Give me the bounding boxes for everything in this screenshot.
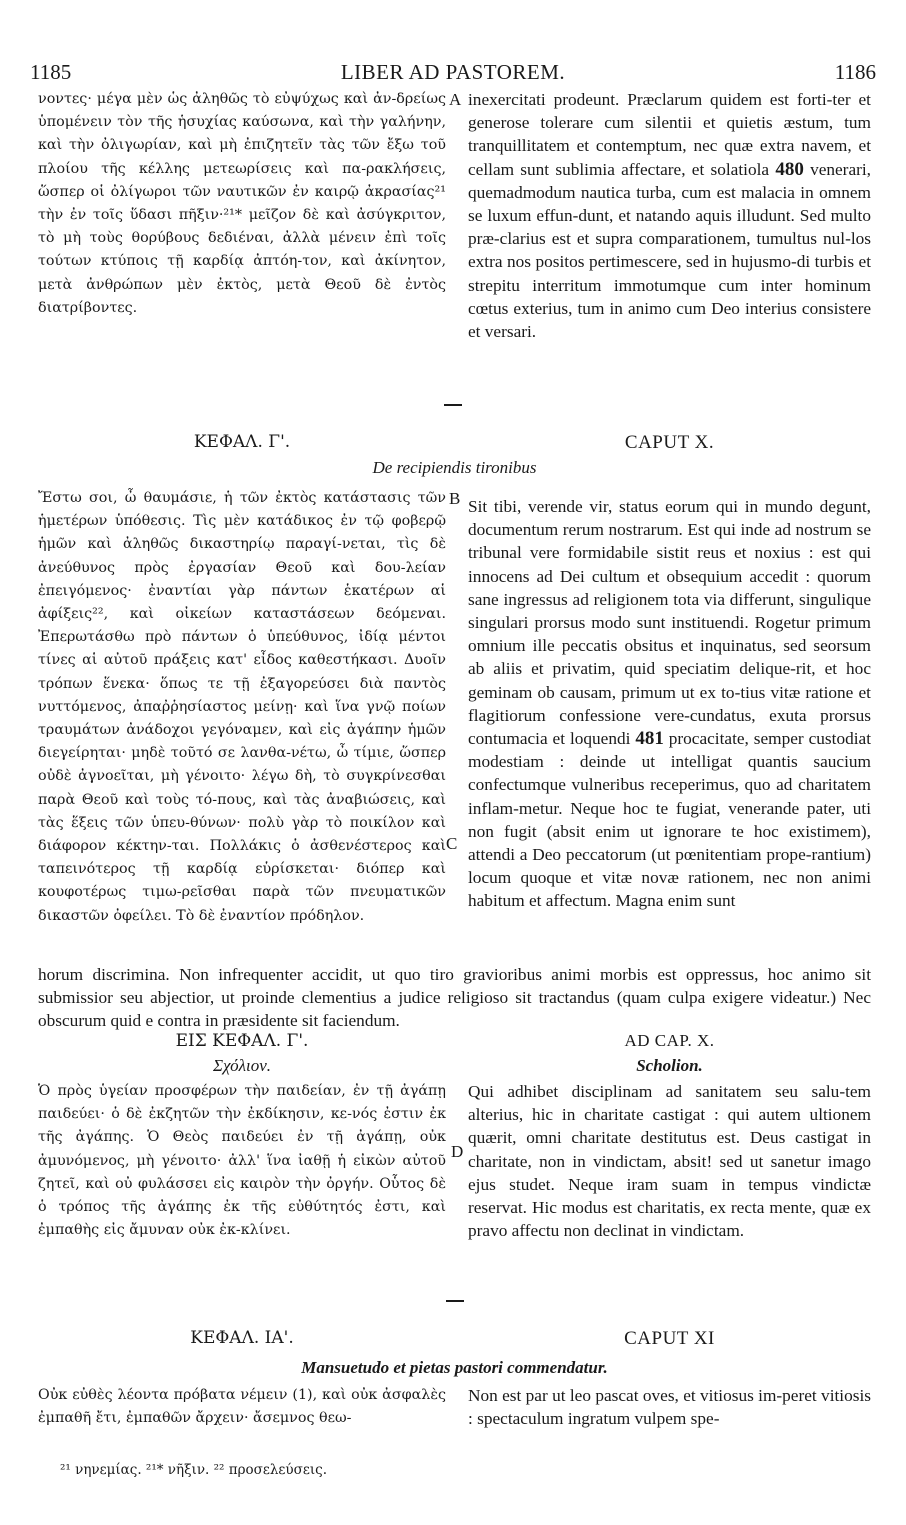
latin-paragraph: [468, 88, 871, 343]
greek-text-top: [38, 88, 446, 320]
scholion-latin-heading: AD CAP. X.: [624, 1031, 715, 1050]
chapter11-latin-heading: CAPUT XI: [624, 1328, 715, 1349]
chapter11-greek-heading: ΚΕΦΑΛ. ΙΑ'.: [190, 1328, 294, 1348]
chapter10-greek-text: [38, 487, 446, 928]
latin-paragraph: horum discrimina. Non infrequenter accidit, ut quo tiro gravioribus animi morbis est oppressus, hoc animo sit submissior seu abjectior, ut proinde clementius a judice religioso sit tractandus (quam culpa exigere videatur.) Nec obscurum quid e contra in præsidente sit faciendum.: [38, 965, 871, 1031]
scholion-latin-subtitle: Scholion.: [636, 1056, 703, 1075]
latin-paragraph: Qui adhibet disciplinam ad sanitatem seu salu-tem alterius, hic in charitate castigat : qui autem ultionem quærit, omni charitate destitutus est. Deus castigat in charitate, non in vindictam, absit! sed ut sanetur imago ejus studet. Neque iram suam in tempus vindictæ reservat. Hic modus est charitatis, ex recta mente, quæ ex pravo affectu non declinat in vindictam.: [468, 1082, 871, 1241]
page-marker-480: 480: [775, 158, 804, 180]
greek-paragraph: νοντες· μέγα μὲν ὡς ἀληθῶς τὸ εὐψύχως καὶ ἀν-δρείως ὑπομένειν τὸν τῆς ἡσυχίας καύσωνα, καὶ τὴν γαλήνην, καὶ τὴν ὀλιγωρίαν, καὶ μὴ ἐπιζητεῖν τὰς τῶν ἔξω τοῦ πλοίου τῆς κέλλης μετεωρίσεις καὶ πα-ρακλήσεις, ὥσπερ οἱ ὀλίγωροι τῶν ναυτικῶν ἐν καιρῷ ἀκρασίας²¹ τὴν ἐν τοῖς ὕδασι πῆξιν·²¹* μεῖζον δὲ καὶ ἀσύγκριτον, τὸ μὴ τοὺς θορύβους δεδιέναι, ἀλλὰ μένειν ἐπὶ τοῖς τούτων κτύποις τῇ καρδίᾳ ἀπτόη-τον, καὶ ἀκίνητον, μετὰ ἀνθρώπων μὲν ἐκτὸς, μετὰ Θεοῦ δὲ ἐντὸς διατρίβοντες.: [38, 91, 446, 316]
page-number-left: 1185: [30, 60, 72, 84]
chapter10-latin-continuation: [38, 963, 871, 1033]
page-marker-481: 481: [635, 728, 664, 750]
section-divider: [444, 404, 462, 406]
latin-text-part: inexercitati prodeunt. Præclarum quidem est forti-ter et generose tolerare cum silentii et quietis æstum, tum tranquillitatem et contemptum, nec quæ extra navem, et cellam sunt sublimia affectare, et solatiola: [468, 90, 871, 179]
chapter10-latin-text: [468, 495, 871, 913]
margin-letter-b: B: [449, 489, 461, 508]
latin-text-top: [468, 88, 871, 343]
section-divider: [446, 1300, 464, 1302]
scholion-greek-heading: ΕΙΣ ΚΕΦΑΛ. Γ'.: [175, 1031, 309, 1051]
chapter11-subtitle: Mansuetudo et pietas pastori commendatur.: [301, 1358, 608, 1377]
greek-paragraph: Οὐκ εὐθὲς λέοντα πρόβατα νέμειν (1), καὶ οὐκ ἀσφαλὲς ἐμπαθῆ ἔτι, ἐμπαθῶν ἄρχειν· ἄσεμνος θεω-: [38, 1387, 446, 1427]
scholion-greek-text: [38, 1080, 446, 1242]
chapter11-greek-text: [38, 1384, 446, 1430]
margin-letter-c: C: [446, 834, 458, 853]
running-header: [30, 60, 876, 86]
scholion-latin-text: [468, 1080, 871, 1242]
chapter10-greek-heading: ΚΕΦΑΛ. Γ'.: [193, 432, 291, 452]
footnotes: ²¹ νηνεμίας. ²¹* νῆξιν. ²² προσελεύσεις.: [60, 1462, 327, 1478]
latin-paragraph: [468, 495, 871, 913]
latin-paragraph: Non est par ut leo pascat oves, et vitiosus im-peret vitiosis : spectaculum ingratum vulpem spe-: [468, 1386, 871, 1429]
margin-letter-d: D: [451, 1142, 464, 1161]
latin-text-part: Sit tibi, verende vir, status eorum qui in mundo degunt, documentum rerum nostrarum. Est qui inde ad nostrum se tribunal vere formidabile sistit reus et noxius : est qui innocens ad Dei cultum et obsequium accedit : quorum sane ingressus ad religionem tota via differunt, singulique singulari prorsus modo sunt instituendi. Rogetur primum omnium ille peccatis obsitus et inquinatus, sed seorsum ab aliis et privatim, quid speciatim delique-rit, et hoc geminam ob causam, primum ut ex to-tius vitæ ratione et flagitiorum confessione vere-cundatus, exuta prorsus contumacia et loquendi: [468, 497, 871, 749]
greek-paragraph: Ὁ πρὸς ὑγείαν προσφέρων τὴν παιδείαν, ἐν τῇ ἀγάπῃ παιδεύει· ὁ δὲ ἐκζητῶν τὴν ἐκδίκησιν, κε-νός ἐστιν ἐκ τῆς ἀγάπης. Ὁ Θεὸς παιδεύει ἐν τῇ ἀγάπῃ, οὐκ ἀμυνόμενος, μὴ γένοιτο· ἀλλ' ἵνα ἰαθῇ ἡ εἰκὼν αὐτοῦ ζητεῖ, καὶ οὐ φυλάσσει εἰς καιρὸν τὴν ὀργήν. Οὗτος δὲ ὁ τρόπος τῆς ἀγάπης ἐκ τῆς εὐθύτητός ἐστι, καὶ ἐμπαθὴς εἰς ἄμυναν οὐκ ἐκ-κλίνει.: [38, 1083, 446, 1239]
page-title: LIBER AD PASTOREM.: [340, 60, 566, 84]
latin-text-part: venerari, quemadmodum nautica turba, cum est malacia in omnem se luxum effun-dunt, et natando aquis illudunt. Sed multo præ-clarius est et supra comparationem, tumultus nul-los extra nos positos pertimescere, sed in hujusmo-di turbis et strepitu interritum immotumque cum inter hominum cœtus exterius, tum in animo cum Deo interius consistere et versari.: [468, 159, 871, 342]
latin-text-part: procacitate, semper custodiat modestiam : deinde ut intelligat quantis saucium confectumque vulneribus receperimus, quo ad charitatem inflam-metur. Neque hoc te fugiat, venerande pater, uti non fugit (absit enim ut ignorare te hoc existimem), attendi a Deo peccatorum (ut pœnitentiam prope-rantium) locum quoque et vitæ novæ rationem, nec non animi habitum et affectum. Magna enim sunt: [468, 729, 871, 911]
greek-paragraph: Ἔστω σοι, ὦ θαυμάσιε, ἡ τῶν ἐκτὸς κατάστασις τῶν ἡμετέρων ὑπόθεσις. Τὶς μὲν κατάδικος ἐν τῷ φοβερῷ ἡμῶν καὶ ἀληθῶς δικαστηρίῳ παραγί-νεται, τὶς δὲ ἀνεύθυνος πρὸς ἐργασίαν Θεοῦ καὶ δου-λείαν ἐπειγόμενος· ἐναντίαι γὰρ πάντων ἑκατέρων αἱ ἀφίξεις²², καὶ οἰκείων καταστάσεων δεόμεναι. Ἐπερωτάσθω πρὸ πάντων ὁ ὑπεύθυνος, ἰδίᾳ μέντοι τίνες αἱ αὐτοῦ πράξεις κατ' εἶδος καθεστήκασι. Δυοῖν τρόπων ἕνεκα· ὅπως τε τῇ ἐξαγορεύσει διὰ παντὸς νυττόμενος, ἀπαῤῥησίαστος μείνῃ· καὶ ἵνα γνῷ ποίων τραυμάτων ἀνάδοχοι γεγόναμεν, καὶ εἰς ἀγάπην ἡμῶν διεγείρηται· μηδὲ τοῦτό σε λανθα-νέτω, ὦ τίμιε, ὥσπερ οὐδὲ ἀγνοεῖται, μὴ γένοιτο· λέγω δὴ, τὸ συγκρίνεσθαι παρὰ Θεοῦ καὶ τοὺς τό-πους, καὶ τὰς ἀναβιώσεις, καὶ τὰς ἕξεις τῶν ὑπευ-θύνων· πολὺ γὰρ τὸ ποικίλον καὶ διάφορον κέκτην-ται. Πολλάκις ὁ ἀσθενέστερος καὶ ταπεινότερος τῇ καρδίᾳ εὑρίσκεται· διόπερ καὶ κουφοτέρως τιμω-ρεῖσθαι παρὰ τῶν πνευματικῶν δικαστῶν ὀφείλει. Τὸ δὲ ἐναντίον πρόδηλον.: [38, 490, 446, 924]
chapter11-latin-text: [468, 1384, 871, 1430]
chapter10-subtitle: De recipiendis tironibus: [372, 458, 537, 477]
page-number-right: 1186: [834, 60, 876, 84]
scholion-greek-subtitle: Σχόλιον.: [212, 1056, 272, 1075]
margin-letter-a: A: [449, 90, 462, 109]
chapter10-latin-heading: CAPUT X.: [624, 432, 715, 453]
